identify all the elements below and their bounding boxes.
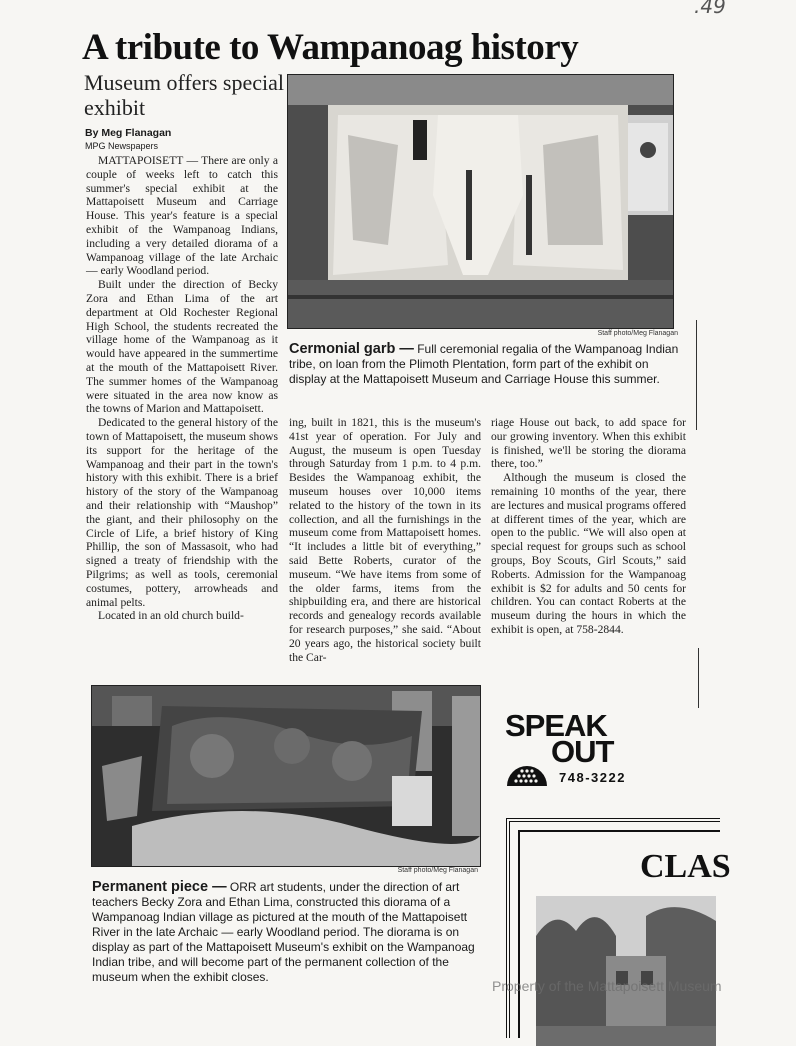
paragraph: Dedicated to the general history of the town of Mattapoisett, the museum shows its support for the heritage of the Wampanoag and their part in the town's history with this exhibit. There is a brief history of the story of the Wampanoag and their relationship with “Maushop” the giant, and their philosophy on the Circle of Life, a brief history of King Phillip, the son of Massasoit, who had signed a treaty of friendship with the Pilgrims; as well as tools, ceremonial costumes, pottery, arrowheads and animal pelts. bbox=[86, 416, 278, 609]
article-column-2 bbox=[289, 416, 481, 664]
paragraph: ing, built in 1821, this is the museum's 41st year of operation. For July and August, the museum is open Tuesday through Saturday from 1 p.m. to 4 p.m. Besides the Wampanoag exhibit, the museum houses over 10,000 items related to the history of the town in its collection, and all the furnishings in the museum come from Mattapoisett homes. “It includes a little bit of everything,” said Bette Roberts, curator of the museum. “We have items from some of the older farms, items from the shipbuilding era, and there are historical records and genealogy records available for research purposes,” she said. “About 20 years ago, the historical society built the Car- bbox=[289, 416, 481, 664]
classified-title: CLAS bbox=[640, 848, 731, 885]
byline-org: MPG Newspapers bbox=[85, 141, 159, 151]
caption-text: ORR art students, under the direction of art teachers Becky Zora and Ethan Lima, constructed this diorama of a Wampanoag Indian village as pictured at the mouth of the Mattapoisett River in the late Archaic — early Woodland period. The diorama is on display as part of the Mattapoisett Museum's exhibit on the Wampanoag Indian tribe, and will become part of the permanent collection of the museum when the exhibit closes. bbox=[92, 880, 475, 984]
paragraph: Built under the direction of Becky Zora and Ethan Lima of the art department at Old Rochester Regional High School, the students recreated the village home of the Wampanoag as it would have appeared in the summertime at the mouth of the Mattapoisett River. The summer homes of the Wampanoag were situated in the area now know as the towns of Marion and Mattapoisett. bbox=[86, 278, 278, 416]
classified-frame bbox=[518, 830, 731, 1038]
paragraph: Although the museum is closed the remaining 10 months of the year, there are lectures and musical programs offered at different times of the year, which are open to the public. “We will also open at special request for groups such as school groups, Boy Scouts, Girl Scouts,” said Roberts. Admission for the Wampanoag exhibit is $2 for adults and 50 cents for children. You can contact Roberts at the museum during the hours in which the exhibit is open, at 758-2844. bbox=[491, 471, 686, 636]
headline: A tribute to Wampanoag history bbox=[82, 27, 579, 68]
byline: By Meg Flanagan bbox=[85, 127, 172, 139]
speaker-grille-icon bbox=[505, 740, 549, 788]
classified-photo bbox=[536, 896, 716, 1046]
diorama-photo bbox=[91, 685, 481, 867]
classified-section bbox=[506, 818, 731, 1038]
speak-out-ad bbox=[505, 708, 685, 796]
caption-permanent-piece bbox=[92, 880, 492, 985]
museum-watermark: Property of the Mattapoisett Museum bbox=[492, 978, 722, 994]
photo-credit: Staff photo/Meg Flanagan bbox=[397, 867, 478, 874]
speak-out-phone: 748-3222 bbox=[559, 770, 626, 785]
ceremonial-garb-photo bbox=[287, 74, 674, 329]
caption-text: Full ceremonial regalia of the Wampanoag Indian tribe, on loan from the Plimoth Plentation, form part of the exhibit on display at the Mattapoisett Museum and Carriage House this summer. bbox=[289, 342, 679, 386]
speak-out-word: SPEAK bbox=[505, 708, 607, 743]
house-image bbox=[536, 896, 716, 1046]
paragraph: MATTAPOISETT — There are only a couple of weeks left to catch this summer's special exhibit at the Mattapoisett Museum and Carriage House. This year's feature is a special exhibit of the Wampanoag Indians, including a very detailed diorama of a Wampanoag village of the late Archaic — early Woodland period. bbox=[86, 154, 278, 278]
diorama-image bbox=[92, 686, 480, 866]
photo-credit: Staff photo/Meg Flanagan bbox=[597, 330, 678, 337]
caption-lead: Permanent piece — bbox=[92, 879, 227, 895]
column-rule bbox=[696, 320, 697, 430]
speak-out-word: OUT bbox=[551, 734, 614, 769]
column-rule bbox=[698, 648, 699, 708]
page-number: .49 bbox=[694, 0, 726, 18]
caption-ceremonial-garb bbox=[289, 342, 689, 387]
subhead: Museum offers special exhibit bbox=[84, 70, 284, 120]
ceremonial-garb-image bbox=[288, 75, 673, 328]
paragraph: riage House out back, to add space for our growing inventory. When this exhibit is finished, we'll be storing the diorama there, too.” bbox=[491, 416, 686, 471]
article-column-3 bbox=[491, 416, 686, 637]
article-column-1 bbox=[86, 154, 278, 623]
paragraph: Located in an old church build- bbox=[98, 609, 244, 623]
caption-lead: Cermonial garb — bbox=[289, 341, 414, 357]
